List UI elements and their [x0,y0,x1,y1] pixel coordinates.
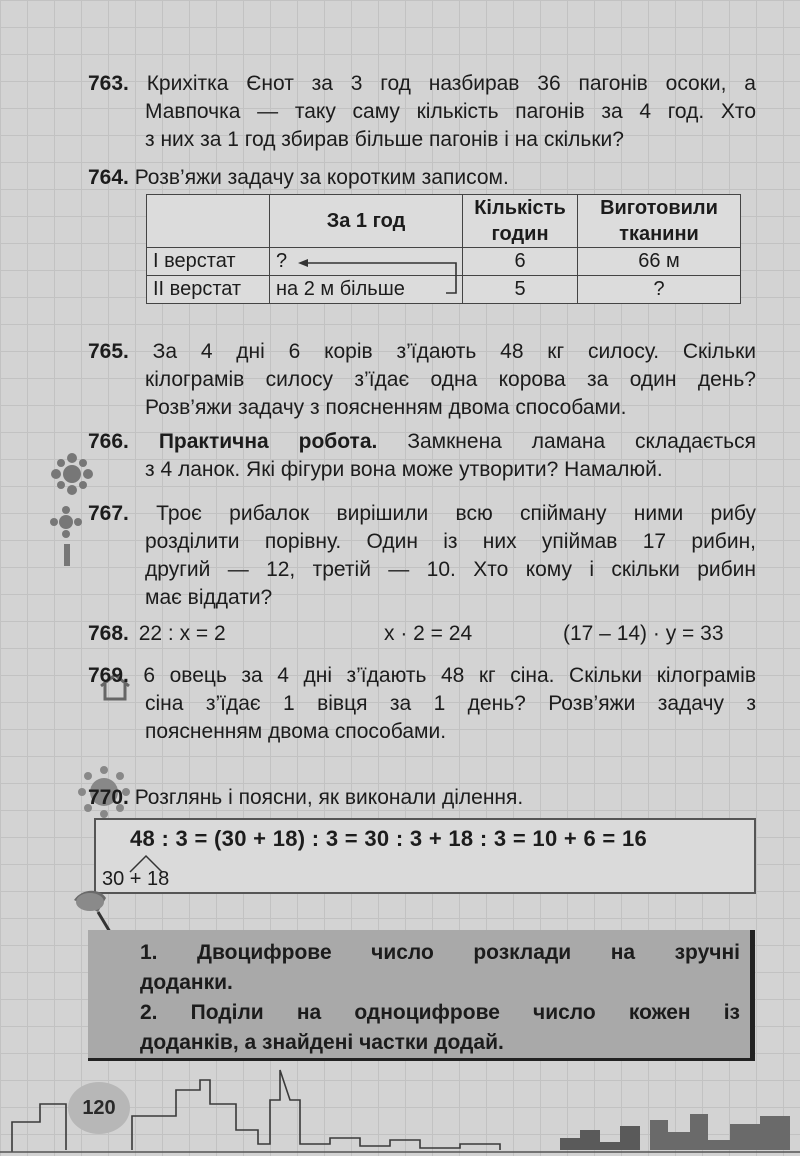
equation: x · 2 = 24 [384,622,473,645]
practical-work-label: Практична робота. [158,430,378,453]
task-text: 6 овець за 4 дні з’їдають 48 кг сіна. Скільки кілограмів [143,664,756,687]
table-cell: І верстат [147,248,270,276]
rule-box [88,930,755,1061]
task-number: 765. [88,340,129,363]
task-text: Троє рибалок вирішили всю спійману ними рибу [156,502,757,525]
comparison-arrow-icon [296,259,460,299]
task-768 [88,622,226,646]
task-764 [88,164,756,192]
table-cell: 66 м [578,248,741,276]
table-header-row [147,195,741,248]
task-text: має віддати? [145,586,273,609]
task-number: 770. [88,786,129,809]
task-text: розділити порівну. Один із них упіймав 17 рибин, [145,530,756,553]
split-terms: 30 + 18 [102,868,170,890]
task-number: 766. [88,430,129,453]
rule-text: доданки. [140,971,233,994]
table-cell: 5 [463,276,578,304]
rule-text: 2. Поділи на одноцифрове число кожен із [140,1001,740,1024]
task-766 [88,428,756,484]
task-number: 768. [88,622,129,645]
task-text: Розглянь і поясни, як виконали ділення. [134,786,524,809]
table-header: Виготовили тканини [578,195,741,248]
rule-text: доданків, а знайдені частки додай. [140,1031,504,1054]
task-765 [88,338,756,422]
table-cell: ? [276,250,288,272]
rule-text: 1. Двоцифрове число розклади на зручні [140,941,740,964]
table-header: За 1 год [270,195,463,248]
task-text: Крихітка Єнот за 3 год назбирав 36 пагонів осоки, а [146,72,756,95]
task-text: За 4 дні 6 корів з’їдають 48 кг силосу. Скільки [152,340,756,363]
task-text: Розв’яжи задачу з поясненням двома способами. [145,396,627,419]
task-769 [88,662,756,746]
page-number: 120 [68,1082,130,1134]
table-cell: 6 [463,248,578,276]
task-number: 769. [88,664,129,687]
short-record-table [146,194,741,304]
task-763 [88,70,756,154]
task-text: кілограмів силосу з’їдає одна корова за один день? [145,368,756,391]
table-row [147,248,741,276]
task-767 [88,500,756,612]
table-cell: на 2 м більше [270,276,463,304]
task-text: сіна з’їдає 1 вівця за 1 день? Розв’яжи задачу з [145,692,756,715]
task-number: 763. [88,72,129,95]
table-cell: ? [578,276,741,304]
division-expression: 48 : 3 = (30 + 18) : 3 = 30 : 3 + 18 : 3 = 10 + 6 = 16 [130,826,648,851]
table-header: Кількість годин [463,195,578,248]
task-text: з них за 1 год збирав більше пагонів і на скільки? [145,128,624,151]
task-number: 764. [88,166,129,189]
task-770 [88,784,756,812]
table-cell: ІІ верстат [147,276,270,304]
task-text: Мавпочка — таку саму кількість пагонів за 4 год. Хто [145,100,756,123]
equation: 22 : x = 2 [138,622,226,645]
task-text: поясненням двома способами. [145,720,447,743]
task-text: з 4 ланок. Які фігури вона може утворити? Намалюй. [145,458,663,481]
task-text: Розв’яжи задачу за коротким записом. [134,166,509,189]
task-number: 767. [88,502,129,525]
task-text: другий — 12, третій — 10. Хто кому і скільки рибин [145,558,756,581]
task-text: Замкнена ламана складається [407,430,756,453]
division-example-box [94,818,756,894]
equation: (17 – 14) · y = 33 [563,622,724,645]
